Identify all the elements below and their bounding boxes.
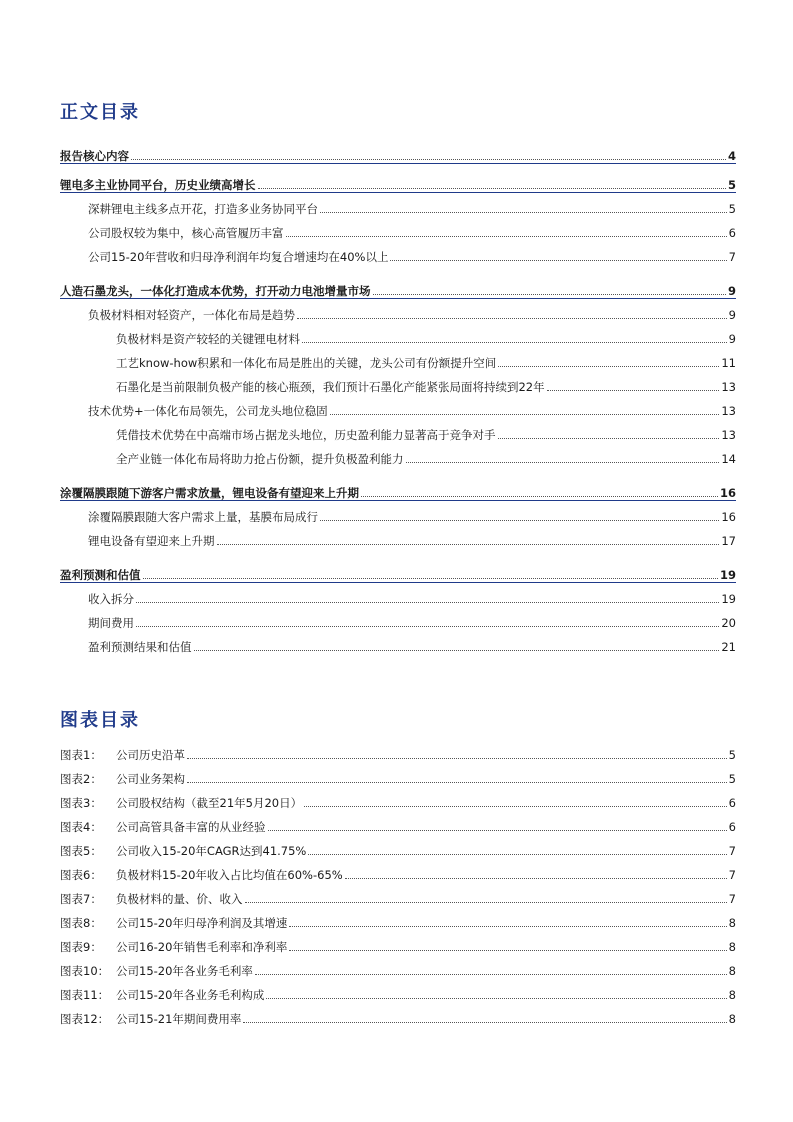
- figure-entry-text: 公司股权结构（截至21年5月20日）: [116, 796, 303, 810]
- figure-entry-label: 图表3：: [60, 796, 102, 810]
- dot-leader: [243, 1022, 726, 1023]
- figure-entry-label: 图表2：: [60, 772, 102, 786]
- dot-leader: [266, 998, 726, 999]
- dot-leader: [361, 496, 718, 497]
- dot-leader: [187, 758, 727, 759]
- dot-leader: [390, 260, 726, 261]
- dot-leader: [131, 159, 726, 160]
- figure-entry-label: 图表4：: [60, 820, 102, 834]
- figure-entry[interactable]: [60, 790, 736, 810]
- toc-entry[interactable]: [60, 634, 736, 654]
- toc-entry-page: 5: [727, 178, 736, 192]
- dot-leader: [297, 318, 727, 319]
- figure-entry[interactable]: [60, 838, 736, 858]
- toc-entry-page: 11: [721, 356, 736, 370]
- toc-entry-text: 深耕锂电主线多点开花，打造多业务协同平台: [88, 202, 318, 216]
- dot-leader: [547, 390, 720, 391]
- figure-entry-label: 图表7：: [60, 892, 102, 906]
- toc-entry[interactable]: [60, 278, 736, 299]
- figure-entry-text: 负极材料的量、价、收入: [116, 892, 243, 906]
- toc-entry-page: 14: [721, 452, 736, 466]
- toc-entry-text: 公司股权较为集中，核心高管履历丰富: [88, 226, 284, 240]
- toc-entry-text: 工艺know-how积累和一体化布局是胜出的关键，龙头公司有份额提升空间: [116, 356, 497, 370]
- toc-entry-text: 负极材料是资产较轻的关键锂电材料: [116, 332, 300, 346]
- toc-entry-page: 19: [721, 592, 736, 606]
- toc-entry-text: 人造石墨龙头，一体化打造成本优势，打开动力电池增量市场: [60, 284, 371, 298]
- toc-entry-page: 13: [721, 404, 736, 418]
- toc-entry-text: 石墨化是当前限制负极产能的核心瓶颈，我们预计石墨化产能紧张局面将持续到22年: [116, 380, 545, 394]
- toc-entry[interactable]: [60, 446, 736, 466]
- toc-entry-text: 收入拆分: [88, 592, 134, 606]
- figure-entry[interactable]: [60, 934, 736, 954]
- figure-entry-label: 图表8：: [60, 916, 102, 930]
- figure-entry-page: 8: [728, 916, 736, 930]
- dot-leader: [289, 926, 726, 927]
- toc-entry-page: 9: [728, 332, 736, 346]
- figure-entry[interactable]: [60, 766, 736, 786]
- figure-entry-text: 公司15-20年归母净利润及其增速: [116, 916, 288, 930]
- figure-entry-page: 8: [728, 1012, 736, 1026]
- toc-entry[interactable]: [60, 244, 736, 264]
- toc-entry-text: 盈利预测和估值: [60, 568, 141, 582]
- toc-entry[interactable]: [60, 398, 736, 418]
- dot-leader: [286, 236, 727, 237]
- figure-entry-page: 7: [728, 892, 736, 906]
- toc-entry-page: 4: [727, 149, 736, 163]
- figure-list-title: 图表目录: [60, 710, 140, 731]
- figure-entry-page: 5: [728, 772, 736, 786]
- figure-entry[interactable]: [60, 862, 736, 882]
- toc-entry-text: 公司15-20年营收和归母净利润年均复合增速均在40%以上: [88, 250, 389, 264]
- toc-entry[interactable]: [60, 350, 736, 370]
- figure-entry-text: 公司高管具备丰富的从业经验: [116, 820, 266, 834]
- figure-entry-page: 8: [728, 988, 736, 1002]
- toc-entry[interactable]: [60, 172, 736, 193]
- dot-leader: [373, 294, 726, 295]
- dot-leader: [143, 578, 718, 579]
- toc-entry-text: 报告核心内容: [60, 149, 129, 163]
- toc-entry[interactable]: [60, 196, 736, 216]
- figure-entry-text: 公司历史沿革: [116, 748, 185, 762]
- dot-leader: [217, 544, 720, 545]
- figure-entry[interactable]: [60, 886, 736, 906]
- toc-entry-text: 负极材料相对轻资产，一体化布局是趋势: [88, 308, 295, 322]
- toc-entry[interactable]: [60, 326, 736, 346]
- toc-entry-text: 盈利预测结果和估值: [88, 640, 192, 654]
- figure-entry[interactable]: [60, 958, 736, 978]
- toc-entry-page: 21: [721, 640, 736, 654]
- toc-entry-text: 涂覆隔膜跟随大客户需求上量，基膜布局成行: [88, 510, 318, 524]
- figure-entry[interactable]: [60, 982, 736, 1002]
- toc-entry-page: 7: [728, 250, 736, 264]
- toc-entry-text: 技术优势+一体化布局领先，公司龙头地位稳固: [88, 404, 328, 418]
- figure-entry[interactable]: [60, 814, 736, 834]
- toc-entry-text: 期间费用: [88, 616, 134, 630]
- figure-entry-label: 图表9：: [60, 940, 102, 954]
- figure-entry-label: 图表5：: [60, 844, 102, 858]
- figure-entry-label: 图表6：: [60, 868, 102, 882]
- figure-entry-text: 公司收入15-20年CAGR达到41.75%: [116, 844, 307, 858]
- toc-entry-page: 9: [728, 308, 736, 322]
- figure-entry-text: 公司16-20年销售毛利率和净利率: [116, 940, 288, 954]
- toc-entry[interactable]: [60, 562, 736, 583]
- toc-entry-page: 9: [727, 284, 736, 298]
- dot-leader: [304, 806, 727, 807]
- toc-entry[interactable]: [60, 586, 736, 606]
- toc-entry[interactable]: [60, 504, 736, 524]
- toc-entry[interactable]: [60, 374, 736, 394]
- toc-entry[interactable]: [60, 610, 736, 630]
- dot-leader: [245, 902, 727, 903]
- toc-entry-page: 13: [721, 380, 736, 394]
- dot-leader: [498, 438, 720, 439]
- toc-title: 正文目录: [60, 102, 140, 123]
- toc-entry-page: 20: [721, 616, 736, 630]
- toc-entry[interactable]: [60, 302, 736, 322]
- figure-entry-label: 图表11：: [60, 988, 110, 1002]
- figure-entry-page: 8: [728, 964, 736, 978]
- toc-entry-page: 6: [728, 226, 736, 240]
- figure-entry-text: 公司15-20年各业务毛利率: [116, 964, 253, 978]
- toc-entry-text: 全产业链一体化布局将助力抢占份额，提升负极盈利能力: [116, 452, 404, 466]
- toc-entry-text: 锂电多主业协同平台，历史业绩高增长: [60, 178, 256, 192]
- toc-entry-page: 16: [719, 486, 736, 500]
- figure-entry-page: 7: [728, 868, 736, 882]
- figure-entry-page: 5: [728, 748, 736, 762]
- figure-entry-label: 图表10：: [60, 964, 110, 978]
- dot-leader: [268, 830, 727, 831]
- dot-leader: [289, 950, 726, 951]
- figure-entry-page: 7: [728, 844, 736, 858]
- figure-entry[interactable]: [60, 742, 736, 762]
- toc-entry[interactable]: [60, 528, 736, 548]
- figure-entry-page: 6: [728, 820, 736, 834]
- dot-leader: [258, 188, 726, 189]
- toc-entry[interactable]: [60, 143, 736, 164]
- toc-entry-text: 涂覆隔膜跟随下游客户需求放量，锂电设备有望迎来上升期: [60, 486, 359, 500]
- toc-entry-page: 13: [721, 428, 736, 442]
- dot-leader: [345, 878, 727, 879]
- figure-entry[interactable]: [60, 1006, 736, 1026]
- dot-leader: [136, 602, 719, 603]
- dot-leader: [194, 650, 720, 651]
- dot-leader: [136, 626, 719, 627]
- dot-leader: [406, 462, 720, 463]
- figure-entry-label: 图表12：: [60, 1012, 110, 1026]
- dot-leader: [320, 520, 719, 521]
- toc-entry-page: 5: [728, 202, 736, 216]
- figure-entry-page: 6: [728, 796, 736, 810]
- toc-entry-page: 16: [721, 510, 736, 524]
- toc-entry[interactable]: [60, 220, 736, 240]
- toc-entry-text: 凭借技术优势在中高端市场占据龙头地位，历史盈利能力显著高于竞争对手: [116, 428, 496, 442]
- figure-entry-text: 公司15-20年各业务毛利构成: [116, 988, 265, 1002]
- dot-leader: [498, 366, 719, 367]
- dot-leader: [308, 854, 726, 855]
- dot-leader: [320, 212, 727, 213]
- figure-entry-text: 公司业务架构: [116, 772, 185, 786]
- toc-entry[interactable]: [60, 422, 736, 442]
- toc-entry-page: 19: [719, 568, 736, 582]
- figure-entry-text: 负极材料15-20年收入占比均值在60%-65%: [116, 868, 343, 882]
- dot-leader: [255, 974, 727, 975]
- toc-entry-page: 17: [721, 534, 736, 548]
- dot-leader: [187, 782, 727, 783]
- toc-entry-text: 锂电设备有望迎来上升期: [88, 534, 215, 548]
- dot-leader: [302, 342, 727, 343]
- figure-entry[interactable]: [60, 910, 736, 930]
- toc-entry[interactable]: [60, 480, 736, 501]
- figure-entry-page: 8: [728, 940, 736, 954]
- figure-entry-label: 图表1：: [60, 748, 102, 762]
- figure-entry-text: 公司15-21年期间费用率: [116, 1012, 242, 1026]
- dot-leader: [330, 414, 720, 415]
